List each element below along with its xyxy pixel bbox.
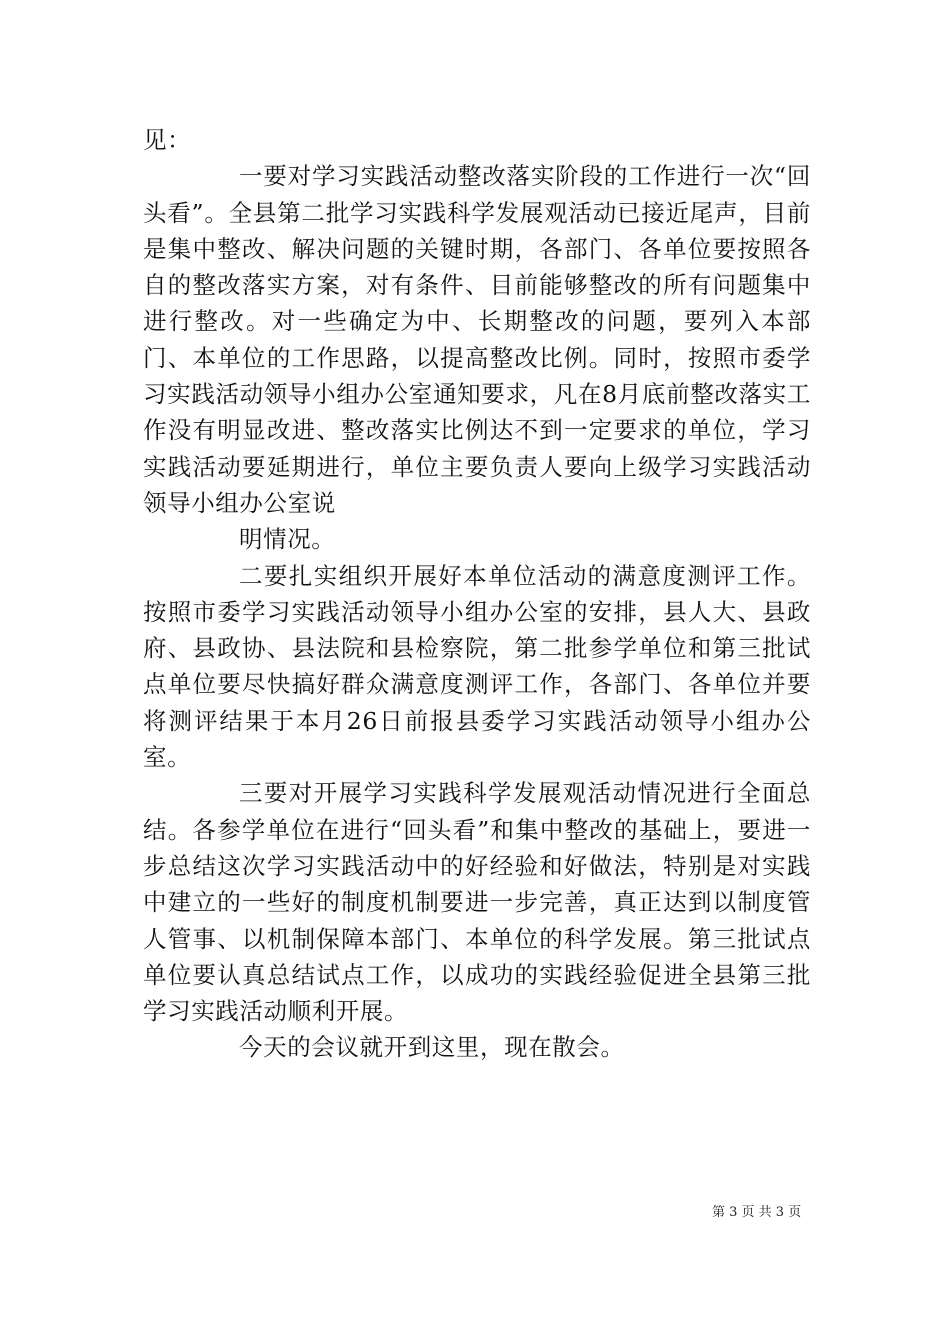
document-body xyxy=(143,122,811,1066)
paragraph-closing: 今天的会议就开到这里，现在散会。 xyxy=(239,1033,625,1062)
paragraph-item-one-continued: 明情况。 xyxy=(239,525,336,554)
paragraph-item-one: 一要对学习实践活动整改落实阶段的工作进行一次“回头看”。全县第二批学习实践科学发展观活动已接近尾声，目前是集中整改、解决问题的关键时期，各部门、各单位要按照各自的整改落实方案，对有条件、目前能够整改的所有问题集中进行整改。对一些确定为中、长期整改的问题，要列入本部门、本单位的工作思路，以提高整改比例。同时，按照市委学习实践活动领导小组办公室通知要求，凡在8月底前整改落实工作没有明显改进、整改落实比例达不到一定要求的单位，学习实践活动要延期进行，单位主要负责人要向上级学习实践活动领导小组办公室说 xyxy=(143,162,811,517)
paragraph-item-two: 二要扎实组织开展好本单位活动的满意度测评工作。按照市委学习实践活动领导小组办公室的安排，县人大、县政府、县政协、县法院和县检察院，第二批参学单位和第三批试点单位要尽快搞好群众满意度测评工作，各部门、各单位并要将测评结果于本月26日前报县委学习实践活动领导小组办公室。 xyxy=(143,561,811,772)
paragraph-continuation: 见： xyxy=(143,126,192,154)
paragraph-item-three: 三要对开展学习实践科学发展观活动情况进行全面总结。各参学单位在进行“回头看”和集中整改的基础上，要进一步总结这次学习实践活动中的好经验和好做法，特别是对实践中建立的一些好的制度机制要进一步完善，真正达到以制度管人管事、以机制保障本部门、本单位的科学发展。第三批试点单位要认真总结试点工作，以成功的实践经验促进全县第三批学习实践活动顺利开展。 xyxy=(143,779,811,1026)
page-number-footer: 第 3 页 共 3 页 xyxy=(712,1205,802,1220)
